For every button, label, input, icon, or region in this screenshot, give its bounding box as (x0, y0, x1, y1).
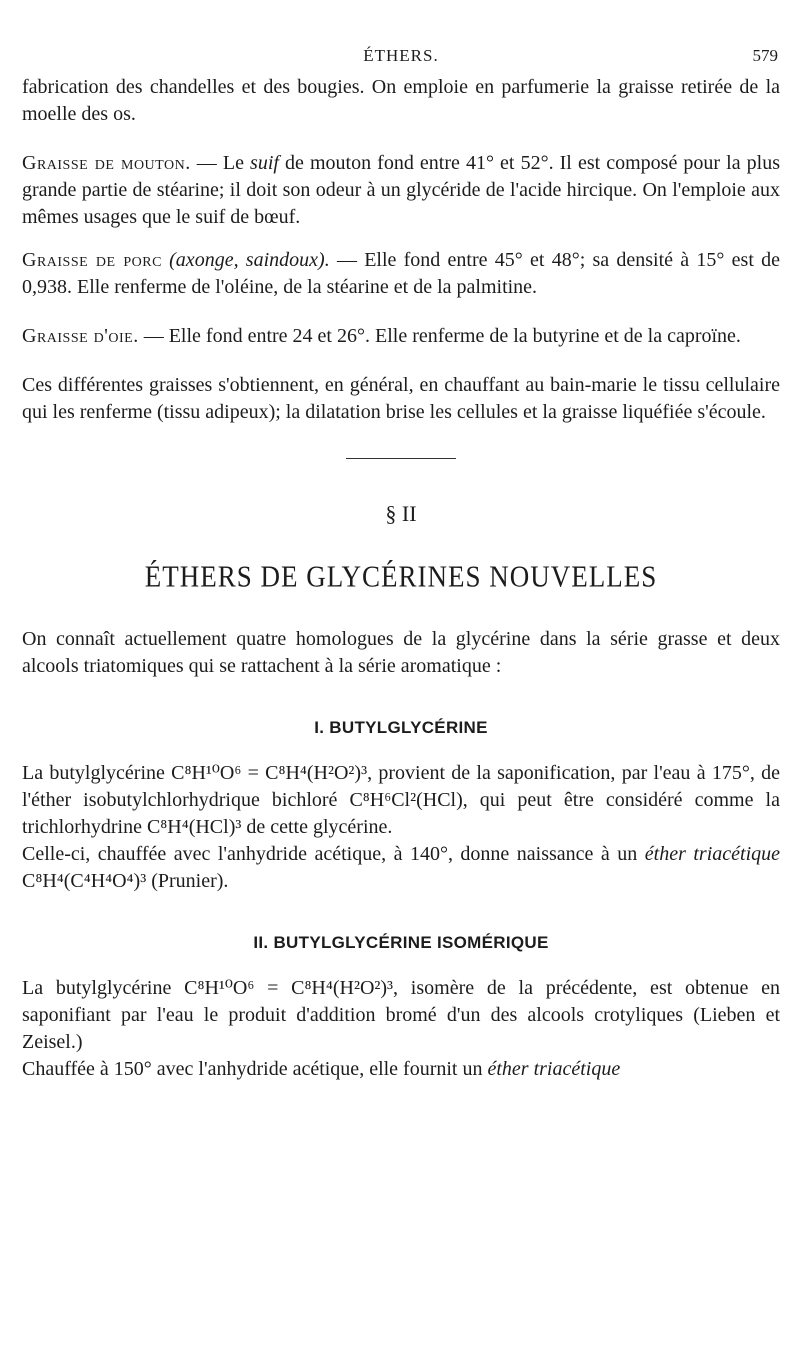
mouton-suif: suif (250, 152, 279, 174)
mouton-label: Graisse de mouton. (22, 152, 191, 174)
oie-paragraph (22, 323, 780, 350)
mouton-paragraph (22, 150, 780, 231)
butylglycerine-isomerique-paragraph-2 (22, 1056, 780, 1083)
butyl-p2-b: (Prunier). (146, 870, 229, 892)
butyl-p1-a: La butylglycérine (22, 762, 172, 784)
butyl-formula-2: C⁸H⁶Cl²(HCl) (349, 789, 463, 811)
butyl-p2-a: Celle-ci, chauffée avec l'anhydride acétique, à 140°, donne naissance à un (22, 843, 645, 865)
porc-paren: (axonge, saindoux). (161, 249, 330, 271)
page (22, 40, 780, 1083)
iso-p1-b: , isomère de la précédente, est obtenue en saponifiant par l'eau le produit d'addition bromé d'un des alcools crotyliques (Lieben et Zeisel.) (22, 977, 780, 1053)
iso-p1-a: La butylglycérine (22, 977, 185, 999)
butyl-p1-c: , qui peut être considéré comme la trichlorhydrine (22, 789, 780, 838)
butyl-p2-italic: éther triacétique (644, 843, 781, 865)
iso-p2-italic: éther triacétique (487, 1058, 621, 1080)
iso-p2-a: Chauffée à 150° avec l'anhydride acétique, elle fournit un (22, 1058, 488, 1080)
section-intro-paragraph: On connaît actuellement quatre homologues de la glycérine dans la série grasse et deux alcools triatomiques qui se rattachent à la série aromatique : (22, 628, 780, 677)
butylglycerine-isomerique-heading: II. BUTYLGLYCÉRINE ISOMÉRIQUE (253, 933, 549, 952)
butylglycerine-isomerique-paragraph-1 (22, 975, 780, 1056)
butylglycerine-paragraph-2 (22, 841, 780, 895)
butyl-p1-d: de cette glycérine. (241, 816, 393, 838)
mouton-text: de mouton fond entre 41° et 52°. Il est composé pour la plus grande partie de stéarine; il doit son odeur à un glycéride de l'acide hircique. On l'emploie aux mêmes usages que le suif de bœuf. (22, 152, 781, 228)
general-paragraph: Ces différentes graisses s'obtiennent, en général, en chauffant au bain-marie le tissu cellulaire qui les renferme (tissu adipeux); la dilatation brise les cellules et la graisse liquéfiée s'écoule. (22, 374, 780, 423)
intro-paragraph: fabrication des chandelles et des bougies. On emploie en parfumerie la graisse retirée de la moelle des os. (22, 76, 780, 125)
porc-label: Graisse de porc (22, 249, 162, 271)
running-title: ÉTHERS. (363, 46, 439, 65)
butyl-p1-b: , provient de la saponification, par l'eau à 175°, de l'éther isobutylchlorhydrique bichloré (22, 762, 780, 811)
page-number: 579 (752, 46, 778, 65)
butyl-formula-1: C⁸H¹⁰O⁶ = C⁸H⁴(H²O²)³ (171, 762, 368, 784)
butyl-formula-4: C⁸H⁴(C⁴H⁴O⁴)³ (22, 870, 147, 892)
porc-paragraph (22, 247, 780, 301)
porc-text: — Elle fond entre 45° et 48°; sa densité à 15° est de 0,938. Elle renferme de l'oléine, de la stéarine et de la palmitine. (22, 249, 780, 298)
running-header (22, 40, 780, 74)
oie-label: Graisse d'oie. (22, 325, 139, 347)
iso-formula-1: C⁸H¹⁰O⁶ = C⁸H⁴(H²O²)³ (184, 977, 394, 999)
butylglycerine-heading: I. BUTYLGLYCÉRINE (314, 718, 488, 737)
section-mark: § II (385, 501, 417, 526)
section-title: ÉTHERS DE GLYCÉRINES NOUVELLES (144, 558, 658, 594)
mouton-dash: — Le (190, 152, 251, 174)
section-divider (346, 458, 456, 459)
butyl-formula-3: C⁸H⁴(HCl)³ (146, 816, 242, 838)
oie-text: — Elle fond entre 24 et 26°. Elle renferme de la butyrine et de la caproïne. (138, 325, 741, 347)
butylglycerine-paragraph-1 (22, 760, 780, 841)
